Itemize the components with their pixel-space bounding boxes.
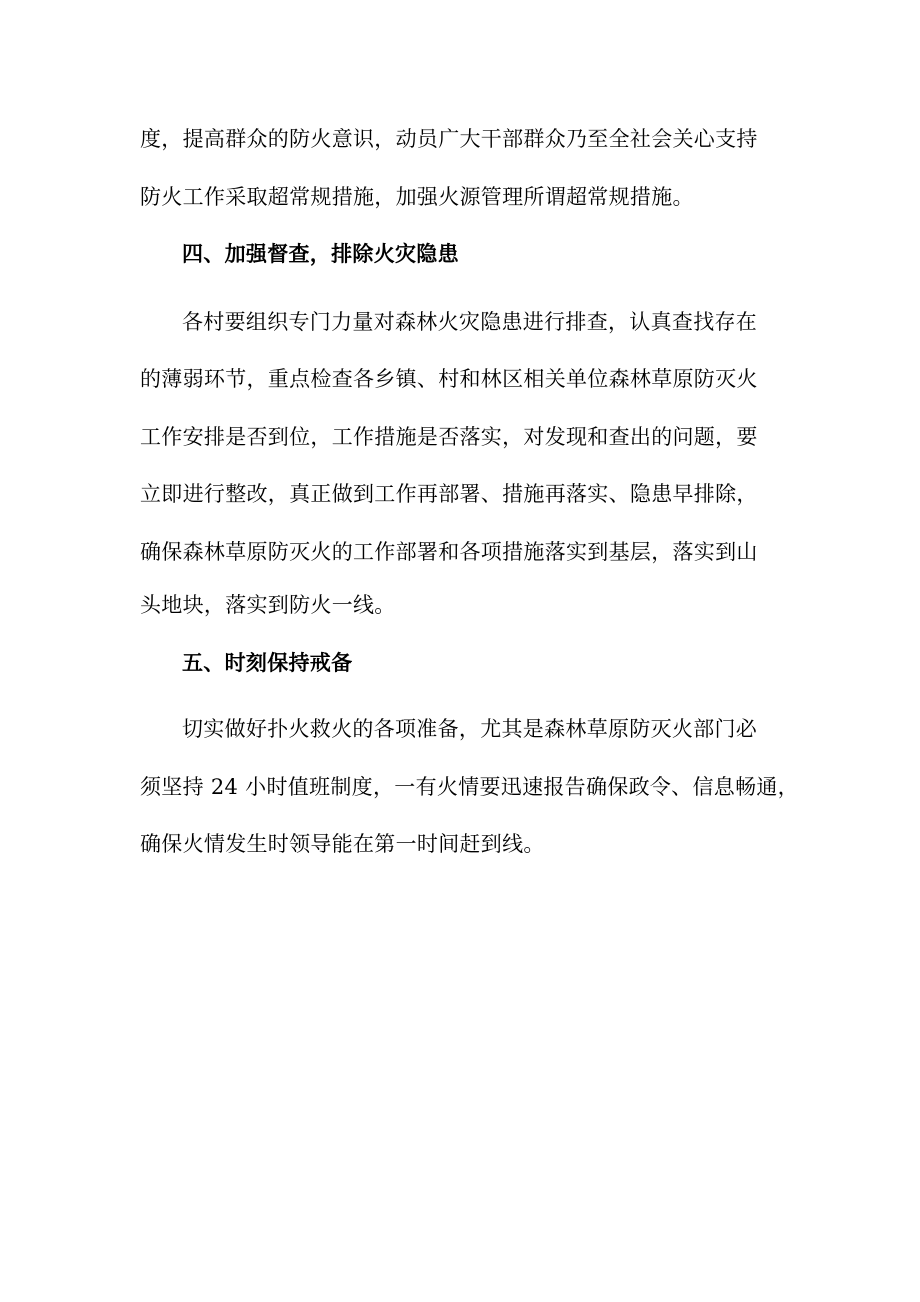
paragraph-1-line-2: 防火工作采取超常规措施，加强火源管理所谓超常规措施。 (140, 185, 694, 209)
paragraph-2-line-4: 立即进行整改，真正做到工作再部署、措施再落实、隐患早排除， (140, 482, 758, 506)
paragraph-2-line-3: 工作安排是否到位，工作措施是否落实，对发现和查出的问题，要 (140, 425, 758, 449)
paragraph-2-line-2: 的薄弱环节，重点检查各乡镇、村和林区相关单位森林草原防灭火 (140, 367, 758, 391)
paragraph-1-line-1: 度，提高群众的防火意识，动员广大干部群众乃至全社会关心支持 (140, 127, 758, 151)
paragraph-2-line-5: 确保森林草原防灭火的工作部署和各项措施落实到基层，落实到山 (140, 540, 758, 564)
section-heading-5: 五、时刻保持戒备 (182, 650, 353, 675)
section-heading-4: 四、加强督查，排除火灾隐患 (182, 241, 459, 266)
paragraph-3-line-1: 切实做好扑火救火的各项准备，尤其是森林草原防灭火部门必 (182, 717, 758, 741)
paragraph-2-line-6: 头地块，落实到防火一线。 (140, 593, 396, 617)
paragraph-3-line-3: 确保火情发生时领导能在第一时间赶到线。 (140, 832, 545, 856)
paragraph-2-line-1: 各村要组织专门力量对森林火灾隐患进行排查，认真查找存在 (182, 310, 758, 334)
paragraph-3-line-2: 须坚持 24 小时值班制度，一有火情要迅速报告确保政令、信息畅通， (140, 775, 799, 799)
